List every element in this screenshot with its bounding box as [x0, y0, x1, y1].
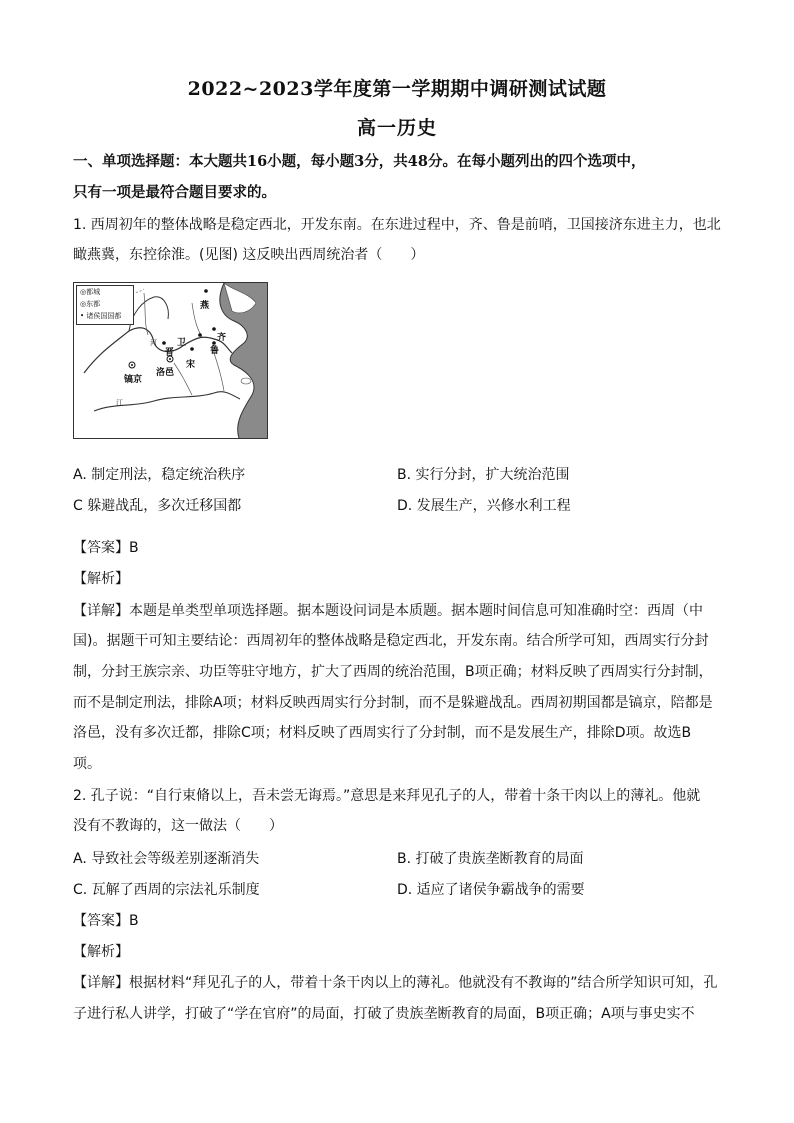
q2-option-b: B. 打破了贵族垄断教育的局面: [397, 851, 584, 867]
section-line-2: 只有一项是最符合题目要求的。: [73, 184, 276, 201]
map-label-wei: 卫: [177, 338, 187, 348]
q1-option-b: B. 实行分封，扩大统治范围: [397, 467, 570, 483]
map-label-song: 宋: [186, 360, 196, 370]
q1-option-c: C 躲避战乱，多次迁移国都: [73, 498, 242, 514]
q1-stem-line-2: 瞰燕冀，东控徐淮。(见图) 这反映出西周统治者（ ）: [73, 247, 425, 263]
map-label-lu: 鲁: [210, 346, 220, 356]
q1-option-a: A. 制定刑法，稳定统治秩序: [73, 467, 246, 483]
q1-answer: 【答案】B: [73, 540, 139, 556]
qi-marker: [212, 327, 216, 331]
river-loop: [129, 297, 168, 331]
map-label-qi: 齐: [217, 333, 227, 343]
q1-detail-line-5: 洛邑，没有多次迁都，排除C项；材料反映了西周实行了分封制，而不是发展生产，排除D项。故选B: [73, 725, 692, 741]
map-label-jin: 晋: [165, 348, 175, 358]
exam-title: 2022~2023学年度第一学期期中调研测试试题: [187, 78, 607, 100]
subject-title: 高一历史: [356, 117, 437, 139]
q2-option-c: C. 瓦解了西周的宗法礼乐制度: [73, 882, 260, 898]
q2-analysis-title: 【解析】: [73, 944, 129, 960]
q1-detail-line-2: 国)。据题干可知主要结论：西周初年的整体战略是稳定西北，开发东南。结合所学可知，西周实行分封: [73, 633, 709, 649]
map-legend: [76, 285, 134, 325]
q1-detail-line-1: 【详解】本题是单类型单项选择题。据本题设问词是本质题。据本题时间信息可知准确时空：西周（中: [73, 603, 703, 619]
q2-stem-line-1: 2. 孔子说：“自行束脩以上，吾未尝无诲焉。”意思是来拜见孔子的人，带着十条干肉以上的薄礼。他就: [73, 788, 701, 804]
map-label-luoyi: 洛邑: [156, 368, 175, 378]
song-marker: [190, 347, 194, 351]
q2-detail-line-2: 子进行私人讲学，打破了“学在官府”的局面，打破了贵族垄断教育的局面，B项正确；A项与事史实不: [73, 1006, 695, 1022]
q1-detail-line-3: 制，分封王族宗亲、功臣等驻守地方，扩大了西周的统治范围，B项正确；材料反映了西周实行分封制，: [73, 664, 713, 680]
q2-option-d: D. 适应了诸侯争霸战争的需要: [397, 882, 585, 898]
map-label-river-he: 河: [150, 339, 157, 347]
q2-detail-line-1: 【详解】根据材料“拜见孔子的人，带着十条干肉以上的薄礼。他就没有不教诲的”结合所学知识可知，孔: [73, 975, 718, 991]
map-label-river-jiang: 江: [116, 399, 123, 407]
map-label-haojing: 镐京: [124, 375, 143, 385]
section-line-1: 一、单项选择题：本大题共16小题，每小题3分，共48分。在每小题列出的四个选项中，: [73, 153, 646, 170]
legend-vassal-capital: • 诸侯国国都: [80, 312, 122, 320]
q2-answer: 【答案】B: [73, 913, 139, 929]
q2-stem-line-2: 没有不教诲的，这一做法（ ）: [73, 818, 283, 834]
legend-east-capital: ◎东都: [80, 300, 101, 308]
section-instructions: [73, 146, 733, 208]
q2-option-a: A. 导致社会等级差别逐渐消失: [73, 851, 260, 867]
wei-marker: [198, 333, 202, 337]
q1-detail-line-4: 而不是制定刑法，排除A项；材料反映西周实行分封制，而不是躲避战乱。西周初期国都是镐京，陪都是: [73, 695, 713, 711]
yan-marker: [204, 289, 208, 293]
q1-analysis-title: 【解析】: [73, 571, 129, 587]
q1-option-d: D. 发展生产，兴修水利工程: [397, 498, 571, 514]
map-label-yan: 燕: [200, 301, 210, 311]
q1-detail-line-6: 项。: [73, 756, 101, 772]
q1-stem-line-1: 1. 西周初年的整体战略是稳定西北，开发东南。在东进过程中，齐、鲁是前哨，卫国接济东进主力，也北: [73, 217, 721, 233]
legend-capital: ◎都城: [80, 288, 101, 296]
